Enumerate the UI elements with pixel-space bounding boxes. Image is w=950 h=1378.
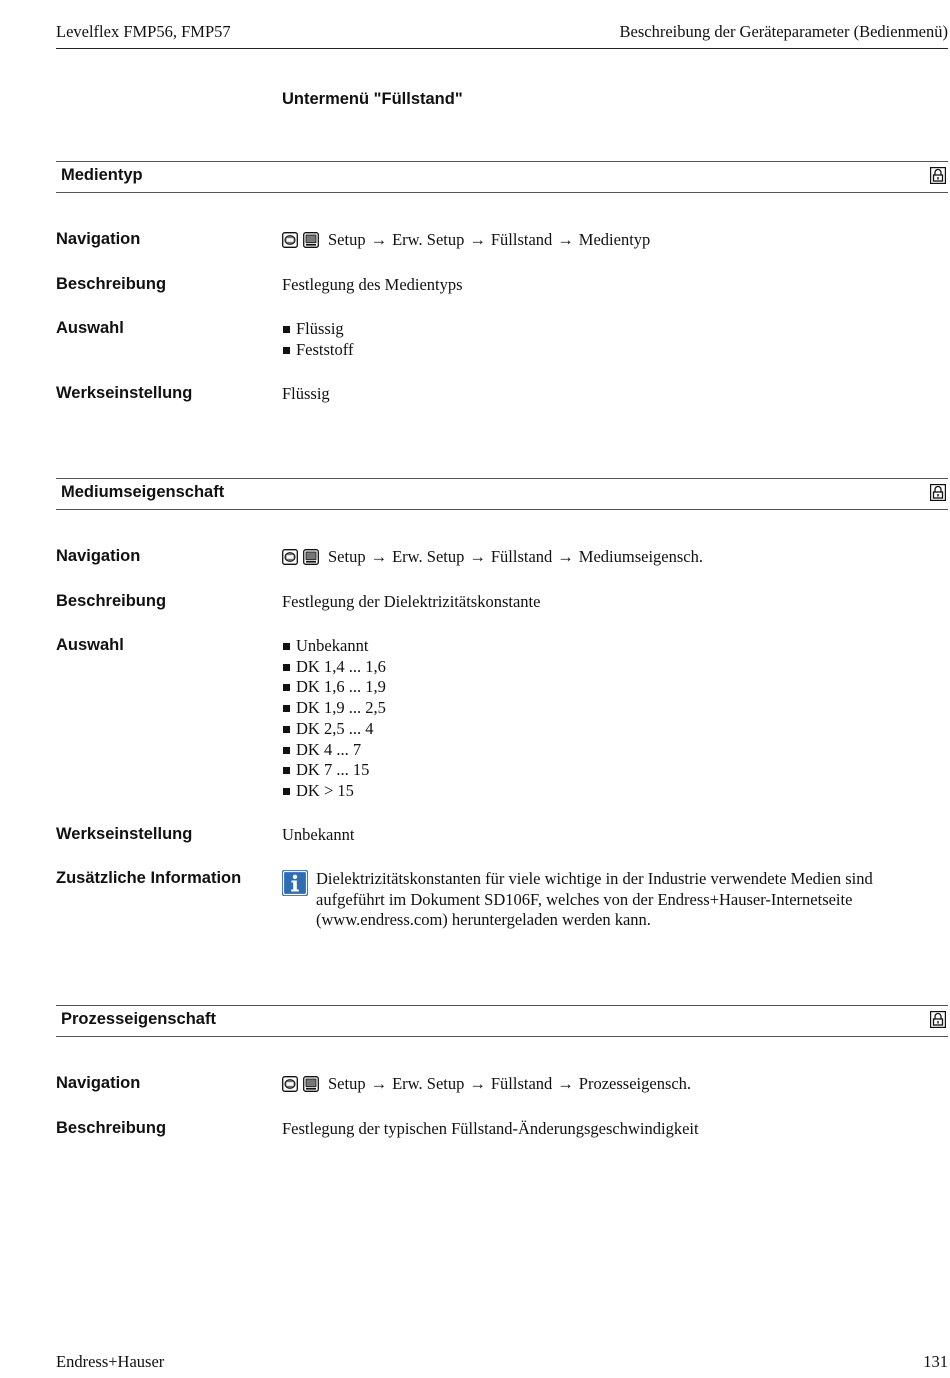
lock-icon xyxy=(930,484,946,501)
param-title: Medientyp xyxy=(61,166,143,184)
display-key-icon xyxy=(303,549,319,565)
label-navigation: Navigation xyxy=(56,230,141,248)
zusatz-text: Dielektrizitätskonstanten für viele wichtige in der Industrie verwendete Medien sind aufgeführt im Dokument SD106F, welches von der Endress+Hauser-Internetseite (www.endress.com) heruntergeladen werden kann. xyxy=(316,869,873,930)
display-key-icon xyxy=(303,1076,319,1092)
display-key-icon xyxy=(303,232,319,248)
list-item: Flüssig xyxy=(282,319,942,340)
navigation-path xyxy=(282,1074,942,1095)
list-item: DK 1,4 ... 1,6 xyxy=(282,657,942,678)
list-item: Feststoff xyxy=(282,340,942,361)
beschreibung-value: Festlegung des Medientyps xyxy=(282,275,463,294)
submenu-title: Untermenü "Füllstand" xyxy=(282,90,463,108)
label-navigation: Navigation xyxy=(56,1074,141,1092)
lock-icon xyxy=(930,1011,946,1028)
list-item: DK > 15 xyxy=(282,781,942,802)
zusatz-value xyxy=(282,869,942,931)
label-werkseinstellung: Werkseinstellung xyxy=(56,384,193,402)
label-auswahl: Auswahl xyxy=(56,636,124,654)
footer-brand: Endress+Hauser xyxy=(56,1352,165,1371)
page-number: 131 xyxy=(923,1352,948,1371)
param-title: Mediumseigenschaft xyxy=(61,483,225,501)
lock-icon xyxy=(930,167,946,184)
label-beschreibung: Beschreibung xyxy=(56,1119,167,1137)
list-item: DK 2,5 ... 4 xyxy=(282,719,942,740)
beschreibung-value: Festlegung der Dielektrizitätskonstante xyxy=(282,592,541,611)
werkseinstellung-value: Unbekannt xyxy=(282,825,355,844)
param-bar-medientyp xyxy=(56,161,948,193)
auswahl-list xyxy=(282,636,942,802)
page-header-right: Beschreibung der Geräteparameter (Bedienmenü) xyxy=(619,22,948,41)
header-rule xyxy=(56,48,948,49)
list-item: DK 1,6 ... 1,9 xyxy=(282,677,942,698)
navigation-path xyxy=(282,547,942,568)
label-auswahl: Auswahl xyxy=(56,319,124,337)
list-item: Unbekannt xyxy=(282,636,942,657)
auswahl-list xyxy=(282,319,942,360)
werkseinstellung-value: Flüssig xyxy=(282,384,330,403)
param-bar-prozesseigenschaft xyxy=(56,1005,948,1037)
label-navigation: Navigation xyxy=(56,547,141,565)
expert-key-icon xyxy=(282,549,298,565)
label-zusatz: Zusätzliche Information xyxy=(56,869,242,887)
info-icon xyxy=(282,870,308,896)
list-item: DK 7 ... 15 xyxy=(282,760,942,781)
navigation-path xyxy=(282,230,942,251)
expert-key-icon xyxy=(282,232,298,248)
page-header-left: Levelflex FMP56, FMP57 xyxy=(56,22,231,41)
label-beschreibung: Beschreibung xyxy=(56,275,167,293)
label-werkseinstellung: Werkseinstellung xyxy=(56,825,193,843)
label-beschreibung: Beschreibung xyxy=(56,592,167,610)
list-item: DK 1,9 ... 2,5 xyxy=(282,698,942,719)
param-bar-mediumseigenschaft xyxy=(56,478,948,510)
expert-key-icon xyxy=(282,1076,298,1092)
nav-path: Setup → Erw. Setup → Füllstand → Mediumseigensch. xyxy=(328,547,703,566)
nav-path: Setup → Erw. Setup → Füllstand → Prozesseigensch. xyxy=(328,1074,692,1093)
list-item: DK 4 ... 7 xyxy=(282,740,942,761)
nav-path: Setup → Erw. Setup → Füllstand → Medientyp xyxy=(328,230,651,249)
beschreibung-value: Festlegung der typischen Füllstand-Änderungsgeschwindigkeit xyxy=(282,1119,699,1138)
param-title: Prozesseigenschaft xyxy=(61,1010,216,1028)
